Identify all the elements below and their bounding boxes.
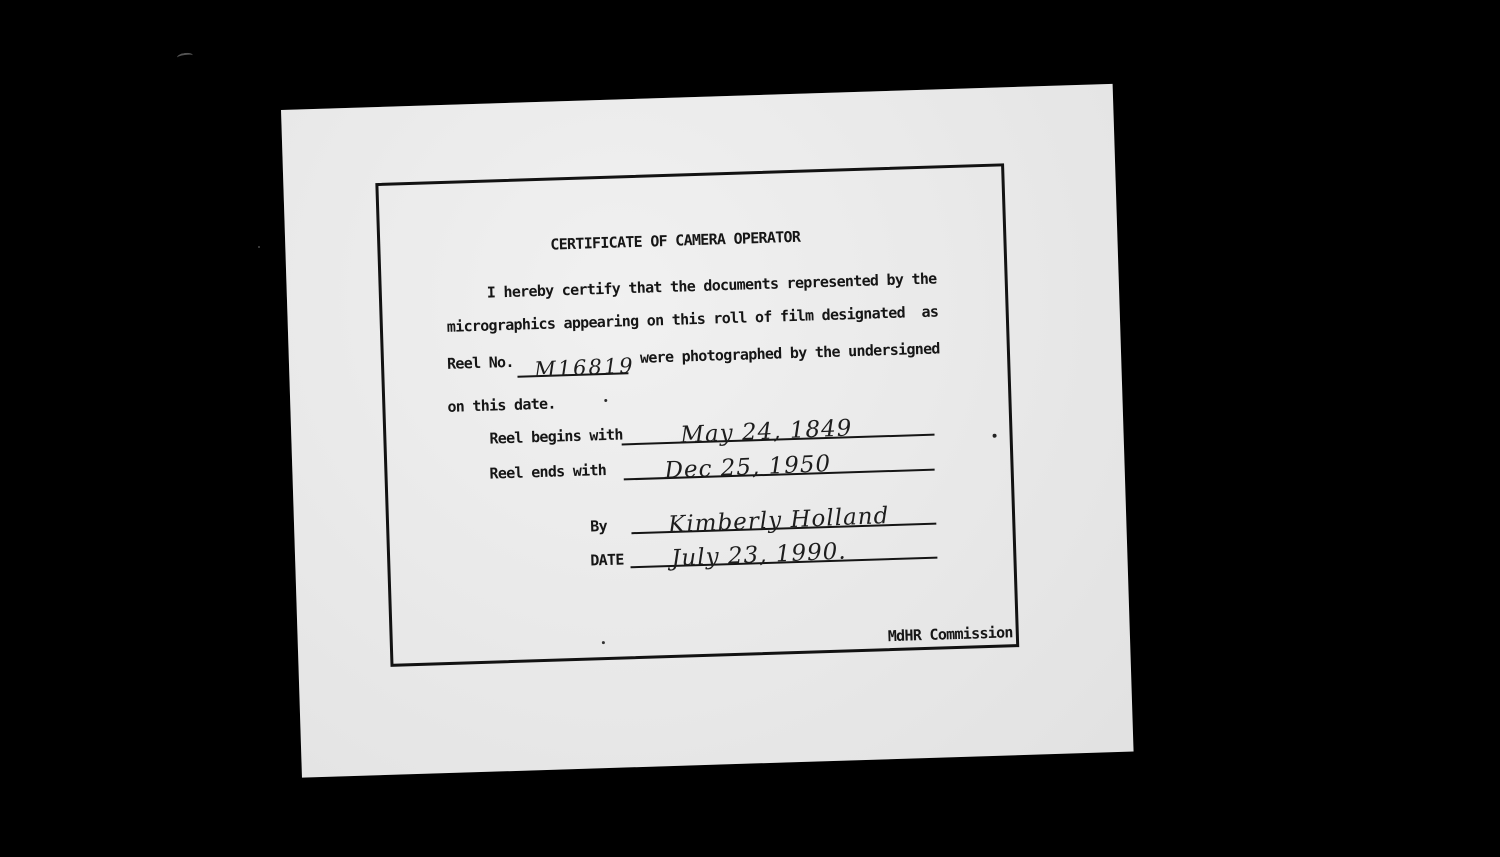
scan-artifact-squiggle — [177, 52, 194, 61]
reel-number-label: Reel No. — [446, 352, 514, 373]
date-label: DATE — [590, 550, 624, 570]
by-label: By — [589, 516, 608, 536]
reel-begins-label: Reel begins with — [489, 425, 623, 448]
body-line-4: on this date. — [447, 394, 556, 416]
scan-speck — [604, 399, 607, 402]
body-line-1: I hereby certify that the documents represented by the — [486, 269, 937, 302]
by-handwritten-signature: Kimberly Holland — [667, 502, 890, 539]
date-underline — [631, 538, 938, 572]
certificate-paper — [281, 84, 1134, 778]
body-line-3-suffix: were photographed by the undersigned — [639, 339, 941, 367]
reel-ends-handwritten-value: Dec 25, 1950 — [663, 451, 832, 484]
reel-number-underline — [517, 353, 636, 382]
date-handwritten-value: July 23, 1990. — [670, 538, 848, 572]
certificate-title: CERTIFICATE OF CAMERA OPERATOR — [550, 227, 801, 254]
by-underline — [631, 502, 936, 539]
scan-speck — [258, 246, 260, 248]
reel-number-handwritten-value: M16819 — [533, 353, 636, 382]
scan-speck — [602, 641, 605, 644]
reel-ends-underline — [624, 451, 935, 484]
reel-ends-label: Reel ends with — [489, 460, 607, 483]
body-line-2: micrographics appearing on this roll of film designated as — [446, 302, 939, 336]
reel-begins-handwritten-value: May 24, 1849 — [679, 415, 853, 449]
commission-footer: MdHR Commission — [887, 623, 1014, 646]
certificate-frame — [375, 163, 1019, 667]
scan-speck — [993, 434, 997, 438]
reel-begins-underline — [622, 415, 935, 449]
